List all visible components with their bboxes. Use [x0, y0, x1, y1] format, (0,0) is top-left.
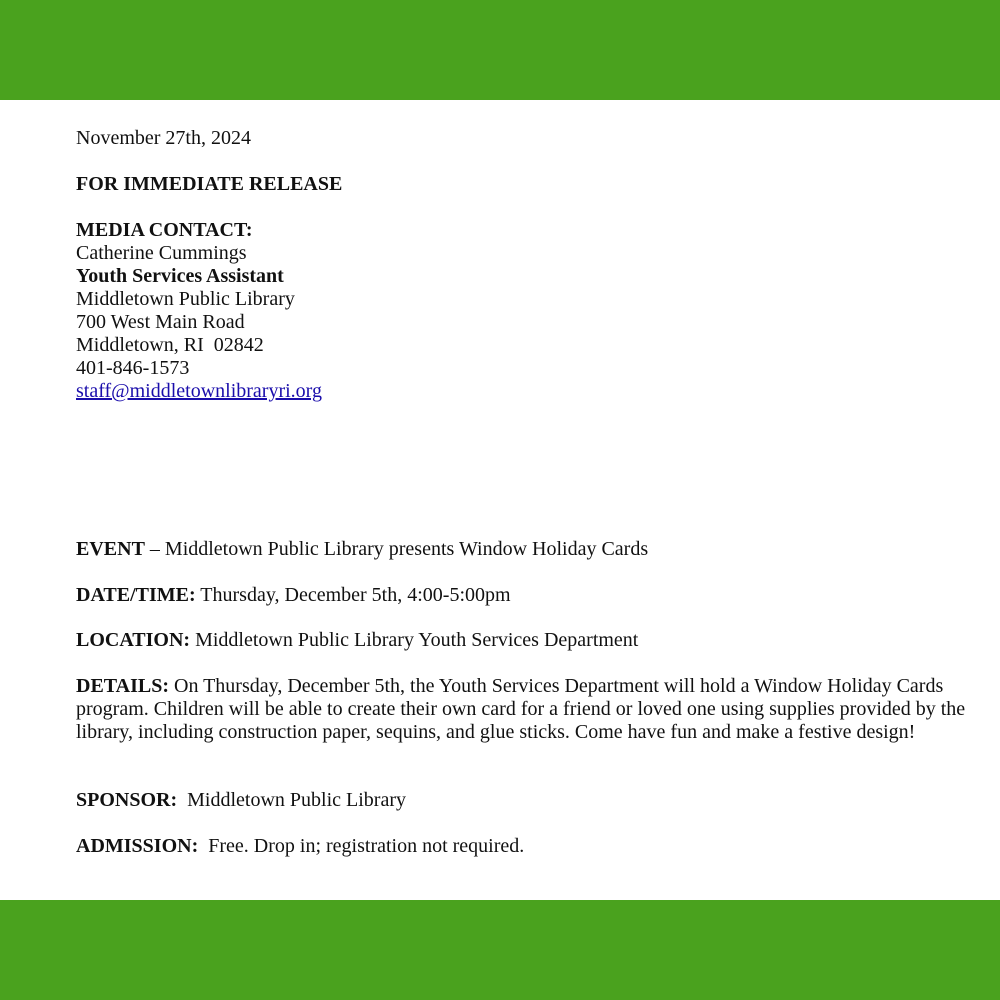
sponsor-text: Middletown Public Library: [177, 789, 406, 811]
location-text: Middletown Public Library Youth Services Department: [190, 629, 639, 651]
media-contact: [76, 219, 976, 403]
location-label: LOCATION:: [76, 629, 191, 651]
admission-label: ADMISSION:: [76, 835, 199, 857]
admission-line: [76, 835, 976, 858]
contact-phone: 401-846-1573: [76, 357, 190, 379]
bottom-green-band: [0, 900, 1000, 1000]
location-line: [76, 629, 976, 652]
event-label: EVENT: [76, 538, 145, 560]
admission-text: Free. Drop in; registration not required.: [198, 835, 525, 857]
details-text: On Thursday, December 5th, the Youth Services Department will hold a Window Holiday Cards program. Children will be able to create their own card for a friend or loved one using supplies provided by the library, including construction paper, sequins, and glue sticks. Come have fun and make a festive design!: [76, 675, 966, 743]
contact-title: Youth Services Assistant: [76, 265, 284, 287]
release-date: November 27th, 2024: [76, 127, 251, 149]
contact-name: Catherine Cummings: [76, 242, 247, 264]
sponsor-label: SPONSOR:: [76, 789, 178, 811]
datetime-line: [76, 584, 976, 607]
top-green-band: [0, 0, 1000, 100]
datetime-text: Thursday, December 5th, 4:00-5:00pm: [195, 584, 511, 606]
event-text: – Middletown Public Library presents Window Holiday Cards: [144, 538, 649, 560]
contact-organization: Middletown Public Library: [76, 288, 295, 310]
details-paragraph: [76, 675, 966, 744]
media-contact-heading: MEDIA CONTACT:: [76, 219, 253, 241]
release-type: FOR IMMEDIATE RELEASE: [76, 173, 343, 195]
details-label: DETAILS:: [76, 675, 169, 697]
datetime-label: DATE/TIME:: [76, 584, 196, 606]
contact-street: 700 West Main Road: [76, 311, 245, 333]
contact-email-link[interactable]: staff@middletownlibraryri.org: [76, 380, 322, 402]
contact-city: Middletown, RI 02842: [76, 334, 264, 356]
event-line: [76, 538, 976, 561]
sponsor-line: [76, 789, 976, 812]
